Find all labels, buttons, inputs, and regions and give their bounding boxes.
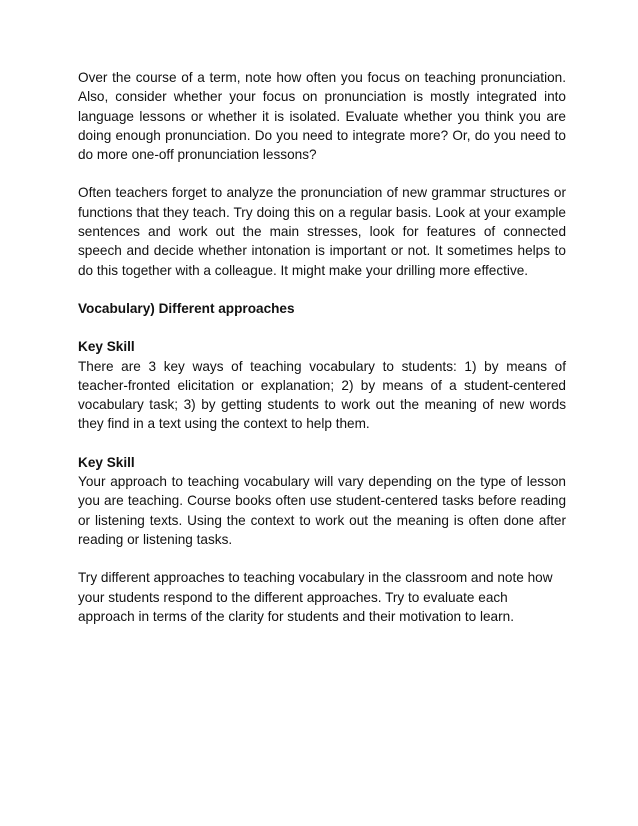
paragraph-grammar-pronunciation: Often teachers forget to analyze the pronunciation of new grammar structures or functions that they teach. Try doing this on a regular basis. Look at your example sentences and work out the main stresses, look for features of connected speech and decide whether intonation is important or not. It sometimes helps to do this together with a colleague. It might make your drilling more effective. (78, 185, 566, 278)
document-body (78, 68, 566, 645)
closing-paragraph: Try different approaches to teaching vocabulary in the classroom and note how your students respond to the different approaches. Try to evaluate each approach in terms of the clarity for students and their motivation to learn. (78, 570, 553, 624)
key-skill-title: Key Skill (78, 339, 135, 355)
key-skill-text: There are 3 key ways of teaching vocabulary to students: 1) by means of teacher-fronted elicitation or explanation; 2) by means of a student-centered vocabulary task; 3) by getting students to work out the meaning of new words they find in a text using the context to help them. (78, 358, 566, 432)
section-heading: Vocabulary) Different approaches (78, 300, 295, 316)
key-skill-block (78, 337, 566, 433)
key-skill-text: Your approach to teaching vocabulary will vary depending on the type of lesson you are teaching. Course books often use student-centered tasks before reading or listening texts. Using the context to work out the meaning is often done after reading or listening tasks. (78, 474, 566, 547)
key-skill-title: Key Skill (78, 454, 135, 470)
key-skill-block (78, 453, 566, 549)
paragraph-pronunciation-focus: Over the course of a term, note how often you focus on teaching pronunciation. Also, consider whether your focus on pronunciation is mostly integrated into language lessons or whether it is isolated. Evaluate whether you think you are doing enough pronunciation. Do you need to integrate more? Or, do you need to do more one-off pronunciation lessons? (78, 70, 566, 163)
